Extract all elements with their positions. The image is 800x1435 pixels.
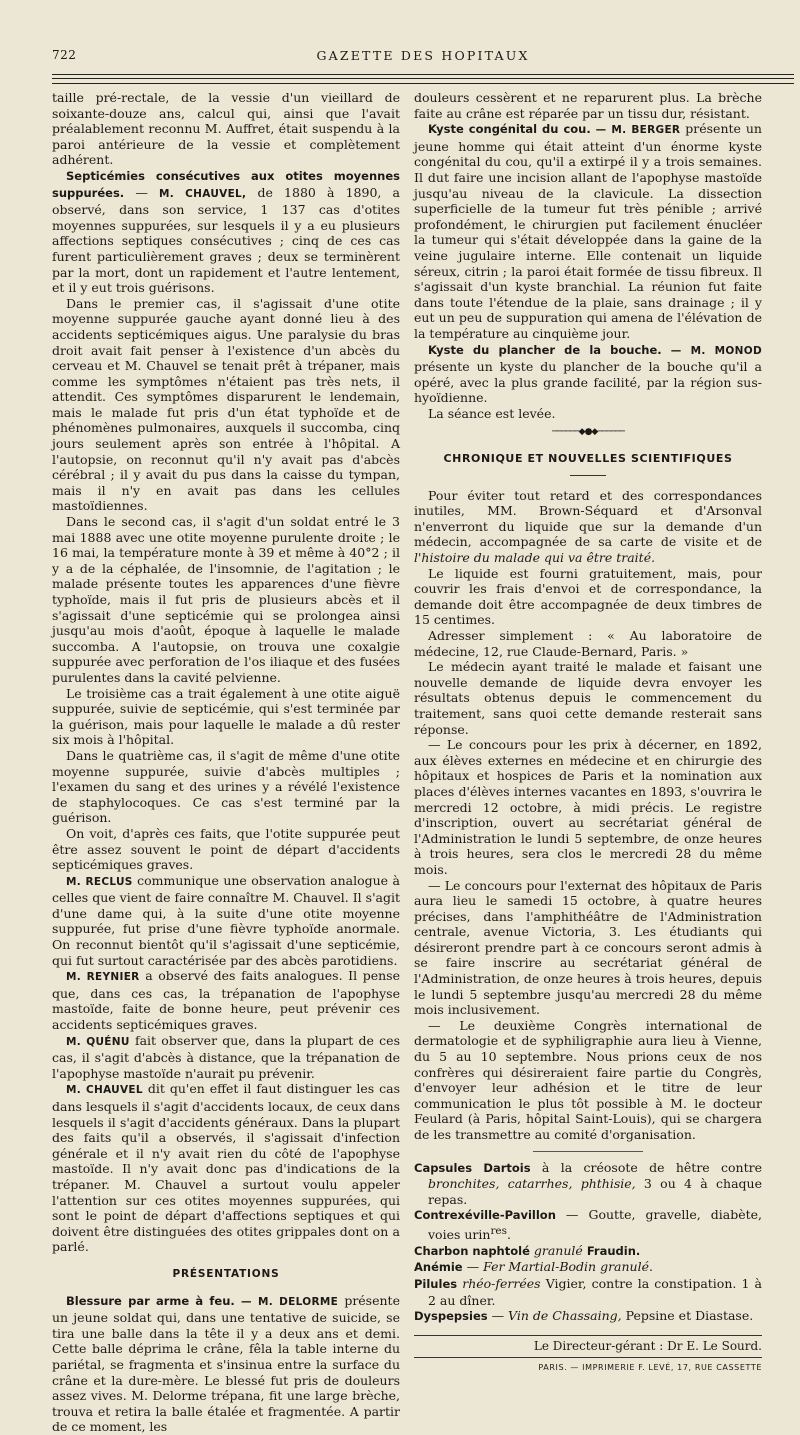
author-name: — M. MONOD [670, 344, 762, 357]
ad-product: Contrexéville-Pavillon [414, 1208, 556, 1223]
ad-product: Dyspepsies [414, 1309, 488, 1324]
ad-italic: Vin de Chassaing, [508, 1308, 622, 1324]
ad-italic: granulé [533, 1242, 583, 1258]
paragraph: Dans le quatrième cas, il s'agit de même d'une otite moyenne suppurée, suivie d'abcès multiples ; l'examen du sang et des urines y a révélé l'existence de staphylocoques. Ce cas s'est terminé par la guérison. [52, 747, 400, 826]
ad-line [414, 1207, 762, 1242]
header-rule [52, 74, 794, 75]
paragraph-text: dit qu'en effet il faut distinguer les cas dans lesquels il s'agit d'accidents locaux, de ceux dans lesquels il s'agit d'accidents généraux. Dans la plupart des faits qu'il a observés, il s'agissait d'infection générale et il n'y avait rien du côté de l'apophyse mastoïde. Il n'y avait donc pas d'indications de la trépaner. M. Chauvel a surtout voulu appeler l'attention sur ces otites moyennes suppurées, qui sont le point de départ d'affections septiques et qui doivent être distinguées des otites grippales dont on a parlé. [52, 1081, 400, 1255]
paragraph: — Le deuxième Congrès international de dermatologie et de syphiligraphie aura lieu à Vienne, du 5 au 10 septembre. Nous prions ceux de nos confrères qui désireraient faire partie du Congrès, d'envoyer leur adhésion et le titre de leur communication le plus tôt possible à M. le docteur Feulard (à Paris, hôpital Saint-Louis), qui se chargera de les transmettre au comité d'organisation. [414, 1017, 762, 1142]
section-heading: Kyste du plancher de la bouche. [428, 342, 662, 357]
paragraph: Le liquide est fourni gratuitement, mais, pour couvrir les frais d'envoi et de correspondance, la demande doit être accompagnée de deux timbres de 15 centimes. [414, 565, 762, 628]
ad-tail: Pepsine et Diastase. [621, 1308, 754, 1324]
ad-line [414, 1160, 762, 1208]
paragraph-text: Pour éviter tout retard et des correspondances inutiles, MM. Brown-Séquard et d'Arsonval n'enverront du liquide que sur la demande d'un médecin, accompagnée de sa carte de visite et de [414, 487, 762, 550]
ad-text: — [462, 1259, 484, 1275]
section-heading: Blessure par arme à feu. [66, 1293, 235, 1308]
ad-product: Charbon naphtolé [414, 1243, 530, 1258]
ad-tail: 3 ou 4 à chaque repas. [428, 1176, 762, 1207]
ad-italic: rhéo-ferrées [462, 1275, 541, 1291]
paragraph [52, 1033, 400, 1082]
paragraph-text: communique une observation analogue à celles que vient de faire connaître M. Chauvel. Il s'agit d'une dame qui, à la suite d'une otite moyenne suppurée, fut prise d'une fièvre typhoïde anormale. On reconnut bientôt qu'il s'agissait d'une septicémie, qui fut surtout caractérisée par des abcès parotidiens. [52, 872, 400, 968]
section-heading: Kyste congénital du cou. [428, 122, 591, 137]
section-heading: Septicémies consécutives aux otites moyennes suppurées. [52, 168, 400, 200]
page-number: 722 [52, 48, 77, 62]
paragraph: douleurs cessèrent et ne reparurent plus. La brèche faite au crâne est réparée par un tissu dur, résistant. [414, 90, 762, 121]
ornament-divider: ──────◆●◆────── [552, 427, 624, 438]
paragraph: — Le concours pour les prix à décerner, en 1892, aux élèves externes en médecine et en chirurgie des hôpitaux et hospices de Paris et la nomination aux places d'élèves internes vacantes en 1893, s'ouvrira le mercredi 12 octobre, à midi précis. Le registre d'inscription, ouvert au secrétariat général de l'Administration le lundi 5 septembre, de onze heures à trois heures, sera clos le mercredi 28 du même mois. [414, 737, 762, 877]
ad-text: — [487, 1308, 509, 1324]
right-column [414, 90, 762, 1376]
paragraph-text: présente un jeune homme qui était atteint d'un énorme kyste congénital du cou, qu'il a extirpé il y a trois semaines. Il dut faire une incision allant de l'apophyse mastoïde jusqu'au niveau de la clavicule. La dissection superficielle de la tumeur fut très pénible ; arrivé profondément, le chirurgien put facilement énucléer la tumeur qui s'était développée dans la gaine de la veine jugulaire interne. Elle contenait un liquide séreux, citrin ; la paroi était formée de tissu fibreux. Il s'agissait d'un kyste branchial. La réunion fut faite dans toute l'étendue de la plaie, sans drainage ; il y eut un peu de suppuration qui amena de l'élévation de la température au cinquième jour. [414, 121, 762, 341]
author-name: M. QUÉNU [66, 1035, 130, 1048]
italic-text: l'histoire du malade qui va être traité. [414, 550, 656, 566]
paragraph-text: présente un jeune soldat qui, dans une tentative de suicide, se tira une balle dans la tête il y a deux ans et demi. Cette balle déprima le crâne, fêla la table interne du pariétal, se fragmenta et s'insinua entre la surface du crâne et la dure-mère. Le blessé fut pris de douleurs assez vives. M. Delorme trépana, fit une large brèche, trouva et retira la balle étalée et fragmentée. A partir de ce moment, les [52, 1292, 400, 1435]
paragraph [414, 121, 762, 341]
ad-line [414, 1276, 762, 1308]
paragraph-text: a observé des faits analogues. Il pense que, dans ces cas, la trépanation de l'apophyse mastoïde, faite de bonne heure, peut prévenir ces accidents septicémiques graves. [52, 968, 400, 1033]
ad-product: Capsules Dartois [414, 1160, 531, 1175]
short-rule [570, 475, 606, 476]
author-name: M. CHAUVEL, [158, 187, 247, 200]
left-column [52, 90, 400, 1435]
author-name: — M. DELORME [240, 1295, 339, 1308]
paragraph: — Le concours pour l'externat des hôpitaux de Paris aura lieu le samedi 15 octobre, à quatre heures précises, dans l'amphithéâtre de l'Administration centrale, avenue Victoria, 3. Les étudiants qui désireront prendre part à ce concours seront admis à se faire inscrire au secrétariat général de l'Administration, de onze heures à trois heures, depuis le lundi 5 septembre jusqu'au mercredi 28 du même mois inclusivement. [414, 877, 762, 1018]
paragraph [52, 1293, 400, 1435]
paragraph [52, 873, 400, 969]
author-name: M. REYNIER [66, 971, 140, 984]
paragraph: On voit, d'après ces faits, que l'otite suppurée peut être assez souvent le point de départ d'accidents septicémiques graves. [52, 825, 400, 873]
ad-text: à la créosote de hêtre contre [530, 1159, 762, 1175]
ad-tail: Fraudin. [582, 1243, 641, 1258]
ad-tail: Vigier, contre la constipation. 1 à 2 au dîner. [428, 1275, 763, 1308]
paragraph: Le troisième cas a trait également à une otite aiguë suppurée, suivie de septicémie, qui s'est terminée par la guérison, mais pour laquelle le malade a dû rester six mois à l'hôpital. [52, 685, 400, 748]
ad-line [414, 1243, 762, 1260]
author-name: M. CHAUVEL [66, 1084, 143, 1097]
paragraph [52, 968, 400, 1032]
journal-title: GAZETTE DES HOPITAUX [316, 48, 530, 63]
paragraph: Le médecin ayant traité le malade et faisant une nouvelle demande de liquide devra envoyer les résultats obtenus depuis le commencement du traitement, sans quoi cette demande resterait sans réponse. [414, 659, 762, 737]
signature-line: Le Directeur-gérant : Dr E. Le Sourd. [414, 1335, 762, 1355]
ad-text: — Goutte, gravelle, diabète, voies urin [428, 1207, 762, 1243]
paragraph: Dans le premier cas, il s'agissait d'une otite moyenne suppurée gauche ayant donné lieu à des accidents septicémiques aigus. Une paralysie du bras droit avait fait penser à l'existence d'un abcès du cerveau et M. Chauvel se tenait prêt à trépaner, mais comme les symptômes n'étaient pas très nets, il attendit. Ces symptômes disparurent le lendemain, mais le malade fut pris d'un état typhoïde et de phénomènes pulmonaires, auxquels il succomba, cinq jours seulement après son entrée à l'hôpital. A l'autopsie, on reconnut qu'il n'y avait pas d'abcès cérébral ; il y avait du pus dans la caisse du tympan, mais il n'y en avait pas dans les cellules mastoïdiennes. [52, 295, 400, 514]
paragraph-text: présente un kyste du plancher de la bouche qu'il a opéré, avec la plus grande facilité, par la région sus-hyoïdienne. [414, 359, 762, 406]
ad-tail: . [506, 1227, 511, 1243]
advertisements [414, 1160, 762, 1325]
section-title-chronique: CHRONIQUE ET NOUVELLES SCIENTIFIQUES [443, 452, 733, 466]
ad-italic: Fer Martial-Bodin granulé. [483, 1259, 653, 1275]
paragraph: Septicémies consécutives aux otites moyennes suppurées. — M. CHAUVEL, de 1880 à 1890, a observé, dans son service, 1 137 cas d'otites moyennes suppurées, sur lesquels il y a eu plusieurs affections septiques consécutives ; cinq de ces cas furent particulièrement graves ; deux se terminèrent par la mort, dont un rapidement et l'autre lentement, et il y eut trois guérisons. [52, 168, 400, 296]
paragraph-text: de 1880 à 1890, a observé, dans son service, 1 137 cas d'otites moyennes suppurées, sur lesquels il y a eu plusieurs affections septiques consécutives ; cinq de ces cas furent particulièrement graves ; deux se terminèrent par la mort, dont un rapidement et l'autre lentement, et il y eut trois guérisons. [52, 184, 400, 296]
divider-rule [533, 1151, 643, 1152]
ad-line [414, 1308, 762, 1325]
paragraph [414, 342, 762, 406]
paragraph: Dans le second cas, il s'agit d'un soldat entré le 3 mai 1888 avec une otite moyenne purulente droite ; le 16 mai, la température monte à 39 et même à 40°2 ; il y a de la céphalée, de l'insomnie, de l'agitation ; le malade présente toutes les apparences d'une fièvre typhoïde, mais il fut pris de plusieurs abcès et il s'agissait d'une septicémie qui se prolongea ainsi jusqu'au mois d'août, époque à laquelle le malade succomba. A l'autopsie, on trouva une coxalgie suppurée avec perforation de l'os iliaque et des fusées purulentes dans la cavité pelvienne. [52, 514, 400, 685]
section-title-presentations: PRÉSENTATIONS [172, 1267, 280, 1280]
paragraph: taille pré-rectale, de la vessie d'un vieillard de soixante-douze ans, calcul qui, ainsi que l'avait préalablement reconnu M. Auffret, était suspendu à la paroi antérieure de la vessie et complètement adhérent. [52, 90, 400, 168]
paragraph-text: fait observer que, dans la plupart de ces cas, il s'agit d'abcès à distance, que la trépanation de l'apophyse mastoïde n'aurait pu prévenir. [52, 1032, 400, 1081]
page-header [52, 48, 794, 72]
ad-superscript: res [490, 1224, 507, 1237]
printer-imprint: PARIS. — IMPRIMERIE F. LEVÉ, 17, RUE CASSETTE [414, 1357, 762, 1376]
header-rule-thin [52, 78, 794, 79]
ad-italic: bronchites, catarrhes, phthisie, [428, 1176, 636, 1192]
header-rule-thin-2 [52, 83, 794, 84]
author-name: M. RECLUS [66, 875, 133, 888]
author-name: — M. BERGER [595, 124, 681, 137]
paragraph: La séance est levée. [428, 405, 556, 421]
paragraph [52, 1081, 400, 1255]
paragraph: Adresser simplement : « Au laboratoire de médecine, 12, rue Claude-Bernard, Paris. » [414, 628, 762, 659]
ad-line [414, 1259, 762, 1276]
ad-product: Pilules [414, 1276, 458, 1291]
paragraph [414, 488, 762, 566]
ad-product: Anémie [414, 1260, 463, 1275]
